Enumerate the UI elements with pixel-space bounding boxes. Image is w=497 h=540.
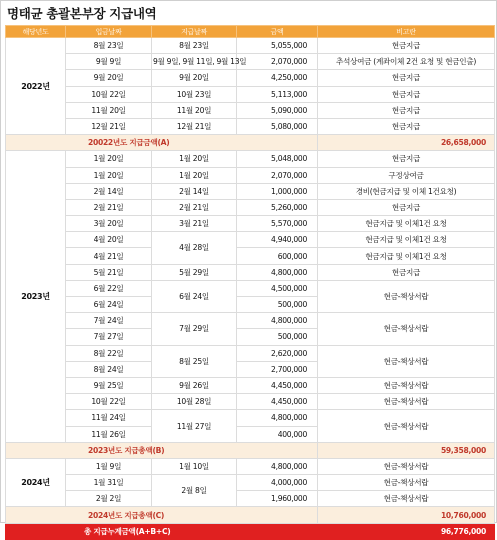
deposit-date: 6월 22일 <box>66 280 152 296</box>
remark: 현금지급 <box>318 70 495 86</box>
amount: 5,090,000 <box>237 102 318 118</box>
table-row <box>6 54 495 70</box>
deposit-date: 8월 24일 <box>66 361 152 377</box>
amount: 4,500,000 <box>237 280 318 296</box>
grand-total-label: 총 지급누계금액(A+B+C) <box>6 523 318 539</box>
amount: 4,800,000 <box>237 313 318 329</box>
payment-date: 9월 20일 <box>152 70 237 86</box>
remark: 현금지급 및 이체1건 요청 <box>318 216 495 232</box>
header-year: 해당년도 <box>6 26 66 38</box>
remark: 현금-책상서랍 <box>318 491 495 507</box>
table-row <box>6 345 495 361</box>
table-row <box>6 313 495 329</box>
remark: 현금지급 <box>318 151 495 167</box>
payment-date: 11월 27일 <box>152 410 237 442</box>
amount: 5,048,000 <box>237 151 318 167</box>
deposit-date: 4월 21일 <box>66 248 152 264</box>
amount: 4,450,000 <box>237 377 318 393</box>
amount: 4,940,000 <box>237 232 318 248</box>
deposit-date: 4월 20일 <box>66 232 152 248</box>
payment-table <box>5 25 495 540</box>
remark: 현금지급 <box>318 86 495 102</box>
amount: 2,070,000 <box>237 167 318 183</box>
deposit-date: 9월 20일 <box>66 70 152 86</box>
payment-date: 2월 21일 <box>152 199 237 215</box>
amount: 2,700,000 <box>237 361 318 377</box>
amount: 600,000 <box>237 248 318 264</box>
header-deposit-date: 입금날짜 <box>66 26 152 38</box>
deposit-date: 11월 20일 <box>66 102 152 118</box>
amount: 5,055,000 <box>237 38 318 54</box>
remark: 추석상여금 (계좌이체 2건 요청 및 현금인출) <box>318 54 495 70</box>
header-row <box>6 26 495 38</box>
deposit-date: 11월 26일 <box>66 426 152 442</box>
remark: 현금지급 <box>318 199 495 215</box>
payment-date: 4월 28일 <box>152 232 237 264</box>
table-row <box>6 280 495 296</box>
deposit-date: 11월 24일 <box>66 410 152 426</box>
remark: 현금-책상서랍 <box>318 345 495 377</box>
table-row <box>6 216 495 232</box>
subtotal-row-2023 <box>6 442 495 458</box>
amount: 5,260,000 <box>237 199 318 215</box>
payment-date: 6월 24일 <box>152 280 237 312</box>
amount: 5,570,000 <box>237 216 318 232</box>
deposit-date: 9월 25일 <box>66 377 152 393</box>
payment-date: 9월 9일, 9월 11일, 9월 13일 <box>152 54 237 70</box>
remark: 현금-책상서랍 <box>318 394 495 410</box>
deposit-date: 8월 23일 <box>66 38 152 54</box>
header-payment-date: 지급날짜 <box>152 26 237 38</box>
table-row <box>6 458 495 474</box>
deposit-date: 9월 9일 <box>66 54 152 70</box>
amount: 2,070,000 <box>237 54 318 70</box>
deposit-date: 1월 20일 <box>66 167 152 183</box>
subtotal-label: 20022년도 지급금액(A) <box>6 135 318 151</box>
payment-date: 3월 21일 <box>152 216 237 232</box>
table-row <box>6 410 495 426</box>
payment-date: 9월 26일 <box>152 377 237 393</box>
deposit-date: 2월 2일 <box>66 491 152 507</box>
payment-date: 2월 8일 <box>152 475 237 507</box>
amount: 5,080,000 <box>237 118 318 134</box>
deposit-date: 10월 22일 <box>66 86 152 102</box>
remark: 현금-책상서랍 <box>318 313 495 345</box>
payment-date: 8월 25일 <box>152 345 237 377</box>
payment-date: 1월 10일 <box>152 458 237 474</box>
year-cell-2023: 2023년 <box>6 151 66 442</box>
table-row <box>6 475 495 491</box>
amount: 2,620,000 <box>237 345 318 361</box>
amount: 500,000 <box>237 329 318 345</box>
deposit-date: 12월 21일 <box>66 118 152 134</box>
remark: 현금지급 및 이체1건 요청 <box>318 232 495 248</box>
payment-date: 12월 21일 <box>152 118 237 134</box>
subtotal-row-2022 <box>6 135 495 151</box>
year-cell-2024: 2024년 <box>6 458 66 507</box>
remark: 구정상여금 <box>318 167 495 183</box>
remark: 현금-책상서랍 <box>318 280 495 312</box>
remark: 현금-책상서랍 <box>318 377 495 393</box>
amount: 4,450,000 <box>237 394 318 410</box>
subtotal-amount: 59,358,000 <box>318 442 495 458</box>
deposit-date: 1월 20일 <box>66 151 152 167</box>
payment-date: 1월 20일 <box>152 167 237 183</box>
payment-date: 8월 23일 <box>152 38 237 54</box>
deposit-date: 5월 21일 <box>66 264 152 280</box>
amount: 400,000 <box>237 426 318 442</box>
table-row <box>6 232 495 248</box>
table-row <box>6 151 495 167</box>
table-row <box>6 491 495 507</box>
grand-total-amount: 96,776,000 <box>318 523 495 539</box>
table-row <box>6 102 495 118</box>
payment-date: 5월 29일 <box>152 264 237 280</box>
subtotal-label: 2023년도 지급총액(B) <box>6 442 318 458</box>
year-cell-2022: 2022년 <box>6 38 66 135</box>
subtotal-label: 2024년도 지급총액(C) <box>6 507 318 523</box>
remark: 경비(현금지급 및 이체 1건요청) <box>318 183 495 199</box>
remark: 현금-책상서랍 <box>318 475 495 491</box>
table-row <box>6 264 495 280</box>
amount: 1,000,000 <box>237 183 318 199</box>
table-row <box>6 167 495 183</box>
deposit-date: 1월 31일 <box>66 475 152 491</box>
remark: 현금지급 <box>318 264 495 280</box>
deposit-date: 2월 21일 <box>66 199 152 215</box>
table-row <box>6 377 495 393</box>
subtotal-amount: 26,658,000 <box>318 135 495 151</box>
amount: 4,800,000 <box>237 458 318 474</box>
header-remarks: 비고란 <box>318 26 495 38</box>
amount: 4,800,000 <box>237 410 318 426</box>
table-row <box>6 38 495 54</box>
deposit-date: 1월 9일 <box>66 458 152 474</box>
amount: 1,960,000 <box>237 491 318 507</box>
remark: 현금지급 및 이체1건 요청 <box>318 248 495 264</box>
deposit-date: 6월 24일 <box>66 297 152 313</box>
remark: 현금-책상서랍 <box>318 410 495 442</box>
remark: 현금지급 <box>318 118 495 134</box>
amount: 4,000,000 <box>237 475 318 491</box>
subtotal-amount: 10,760,000 <box>318 507 495 523</box>
amount: 500,000 <box>237 297 318 313</box>
deposit-date: 3월 20일 <box>66 216 152 232</box>
table-row <box>6 394 495 410</box>
remark: 현금-책상서랍 <box>318 458 495 474</box>
remark: 현금지급 <box>318 38 495 54</box>
payment-date: 11월 20일 <box>152 102 237 118</box>
page-title: 명태균 총괄본부장 지급내역 <box>7 6 157 21</box>
deposit-date: 2월 14일 <box>66 183 152 199</box>
header-amount: 금액 <box>237 26 318 38</box>
table-row <box>6 248 495 264</box>
payment-date: 10월 23일 <box>152 86 237 102</box>
amount: 4,800,000 <box>237 264 318 280</box>
deposit-date: 7월 27일 <box>66 329 152 345</box>
payment-date: 10월 28일 <box>152 394 237 410</box>
deposit-date: 8월 22일 <box>66 345 152 361</box>
payment-date: 2월 14일 <box>152 183 237 199</box>
table-row <box>6 118 495 134</box>
remark: 현금지급 <box>318 102 495 118</box>
table-row <box>6 86 495 102</box>
table-row <box>6 199 495 215</box>
deposit-date: 10월 22일 <box>66 394 152 410</box>
deposit-date: 7월 24일 <box>66 313 152 329</box>
grand-total-row <box>6 523 495 539</box>
payment-date: 1월 20일 <box>152 151 237 167</box>
amount: 4,250,000 <box>237 70 318 86</box>
table-row <box>6 183 495 199</box>
subtotal-row-2024 <box>6 507 495 523</box>
payment-date: 7월 29일 <box>152 313 237 345</box>
amount: 5,113,000 <box>237 86 318 102</box>
table-row <box>6 70 495 86</box>
